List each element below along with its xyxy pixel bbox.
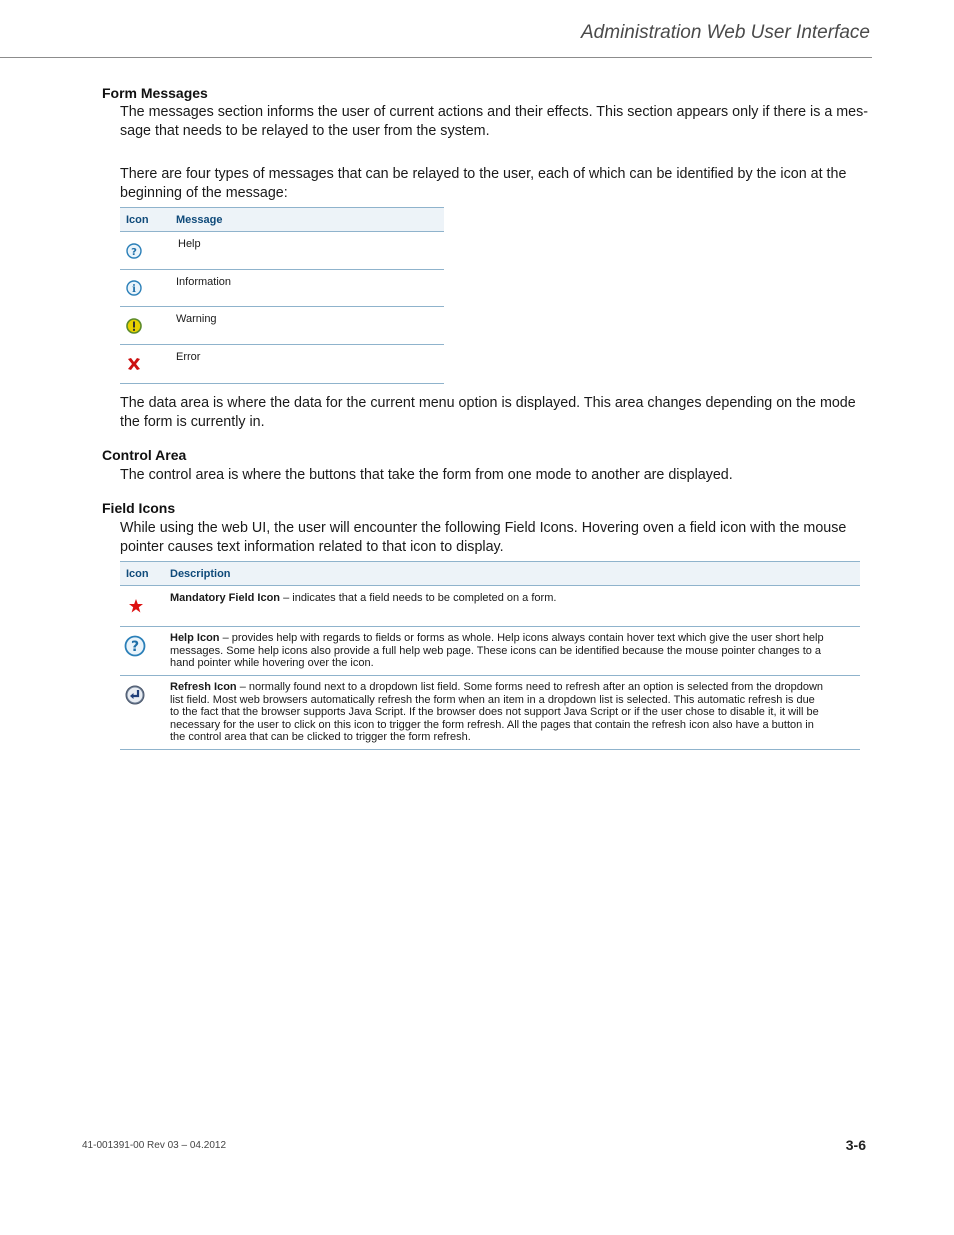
field-icon-term: Refresh Icon [170, 681, 237, 693]
field-icon-description [164, 676, 860, 750]
para-line: There are four types of messages that can be relayed to the user, each of which can be identified by the icon at the [120, 166, 847, 182]
description-line: – indicates that a field needs to be completed on a form. [283, 592, 557, 604]
form-messages-heading: Form Messages [102, 85, 208, 101]
para-line: While using the web UI, the user will encounter the following Field Icons. Hovering oven a field icon with the mouse [120, 520, 847, 536]
svg-text:?: ? [131, 247, 137, 258]
message-label: Information [170, 270, 444, 307]
description-line: to the fact that the browser supports Java Script. If the browser does not support Java Script or if the user chose to disable it, it will be [170, 706, 819, 719]
field-icon-description [164, 627, 860, 676]
column-header-description: Description [164, 562, 860, 586]
error-icon [126, 356, 142, 372]
field-icon-description [164, 586, 860, 627]
column-header-icon: Icon [120, 208, 170, 232]
warning-icon [126, 318, 142, 334]
help-icon [126, 243, 142, 259]
information-icon [126, 280, 142, 296]
field-icon-term: Mandatory Field Icon [170, 592, 281, 604]
para-line: pointer causes text information related to that icon to display. [120, 539, 504, 555]
help-icon [124, 635, 146, 657]
para-line: sage that needs to be relayed to the user from the system. [120, 123, 490, 139]
message-types-table [120, 207, 444, 384]
form-messages-paragraph-1 [120, 103, 872, 141]
table-row [120, 676, 860, 750]
refresh-icon [125, 685, 145, 705]
field-icons-paragraph [120, 519, 872, 557]
column-header-icon: Icon [120, 562, 164, 586]
table-row [120, 627, 860, 676]
svg-text:i: i [132, 284, 136, 295]
table-row [120, 586, 860, 627]
description-line: – normally found next to a dropdown list field. Some forms need to refresh after an option is selected from the dropdown [239, 681, 824, 693]
description-line: necessary for the user to click on this icon to trigger the form refresh. All the pages that contain the refresh icon also have a button in [170, 718, 814, 731]
message-label: Warning [170, 307, 444, 345]
para-line: The messages section informs the user of current actions and their effects. This section appears only if there is a mes- [120, 104, 869, 120]
mandatory-star-icon [128, 598, 144, 614]
field-icon-term: Help Icon [170, 632, 220, 644]
field-icons-heading: Field Icons [102, 500, 176, 516]
table-row [120, 345, 444, 384]
para-line: beginning of the message: [120, 185, 288, 201]
data-area-paragraph [120, 394, 872, 432]
form-messages-paragraph-2 [120, 165, 872, 203]
table-row [120, 232, 444, 270]
footer-document-id: 41-001391-00 Rev 03 – 04.2012 [82, 1140, 227, 1151]
page-header-title: Administration Web User Interface [581, 22, 870, 43]
message-label: Error [170, 345, 444, 384]
table-row [120, 270, 444, 307]
description-line: hand pointer while hovering over the icon. [170, 657, 374, 670]
control-area-heading: Control Area [102, 447, 187, 463]
svg-text:?: ? [130, 639, 140, 655]
description-line: messages. Some help icons also provide a full help web page. These icons can be identified because the mouse pointer changes to a [170, 644, 822, 657]
description-line: list field. Most web browsers automatically refresh the form when an item in a dropdown list is selected. This automatic refresh is due [170, 693, 815, 706]
header-divider [0, 57, 872, 58]
column-header-message: Message [170, 208, 444, 232]
message-label: Help [170, 232, 444, 270]
field-icons-table [120, 561, 860, 750]
control-area-paragraph: The control area is where the buttons that take the form from one mode to another are displayed. [120, 467, 733, 483]
footer-page-number: 3-6 [845, 1137, 866, 1153]
para-line: The data area is where the data for the current menu option is displayed. This area changes depending on the mode [120, 395, 856, 411]
table-row [120, 307, 444, 345]
para-line: the form is currently in. [120, 414, 265, 430]
description-line: the control area that can be clicked to trigger the form refresh. [170, 731, 471, 744]
description-line: – provides help with regards to fields or forms as whole. Help icons always contain hover text which give the user short help [222, 632, 824, 644]
